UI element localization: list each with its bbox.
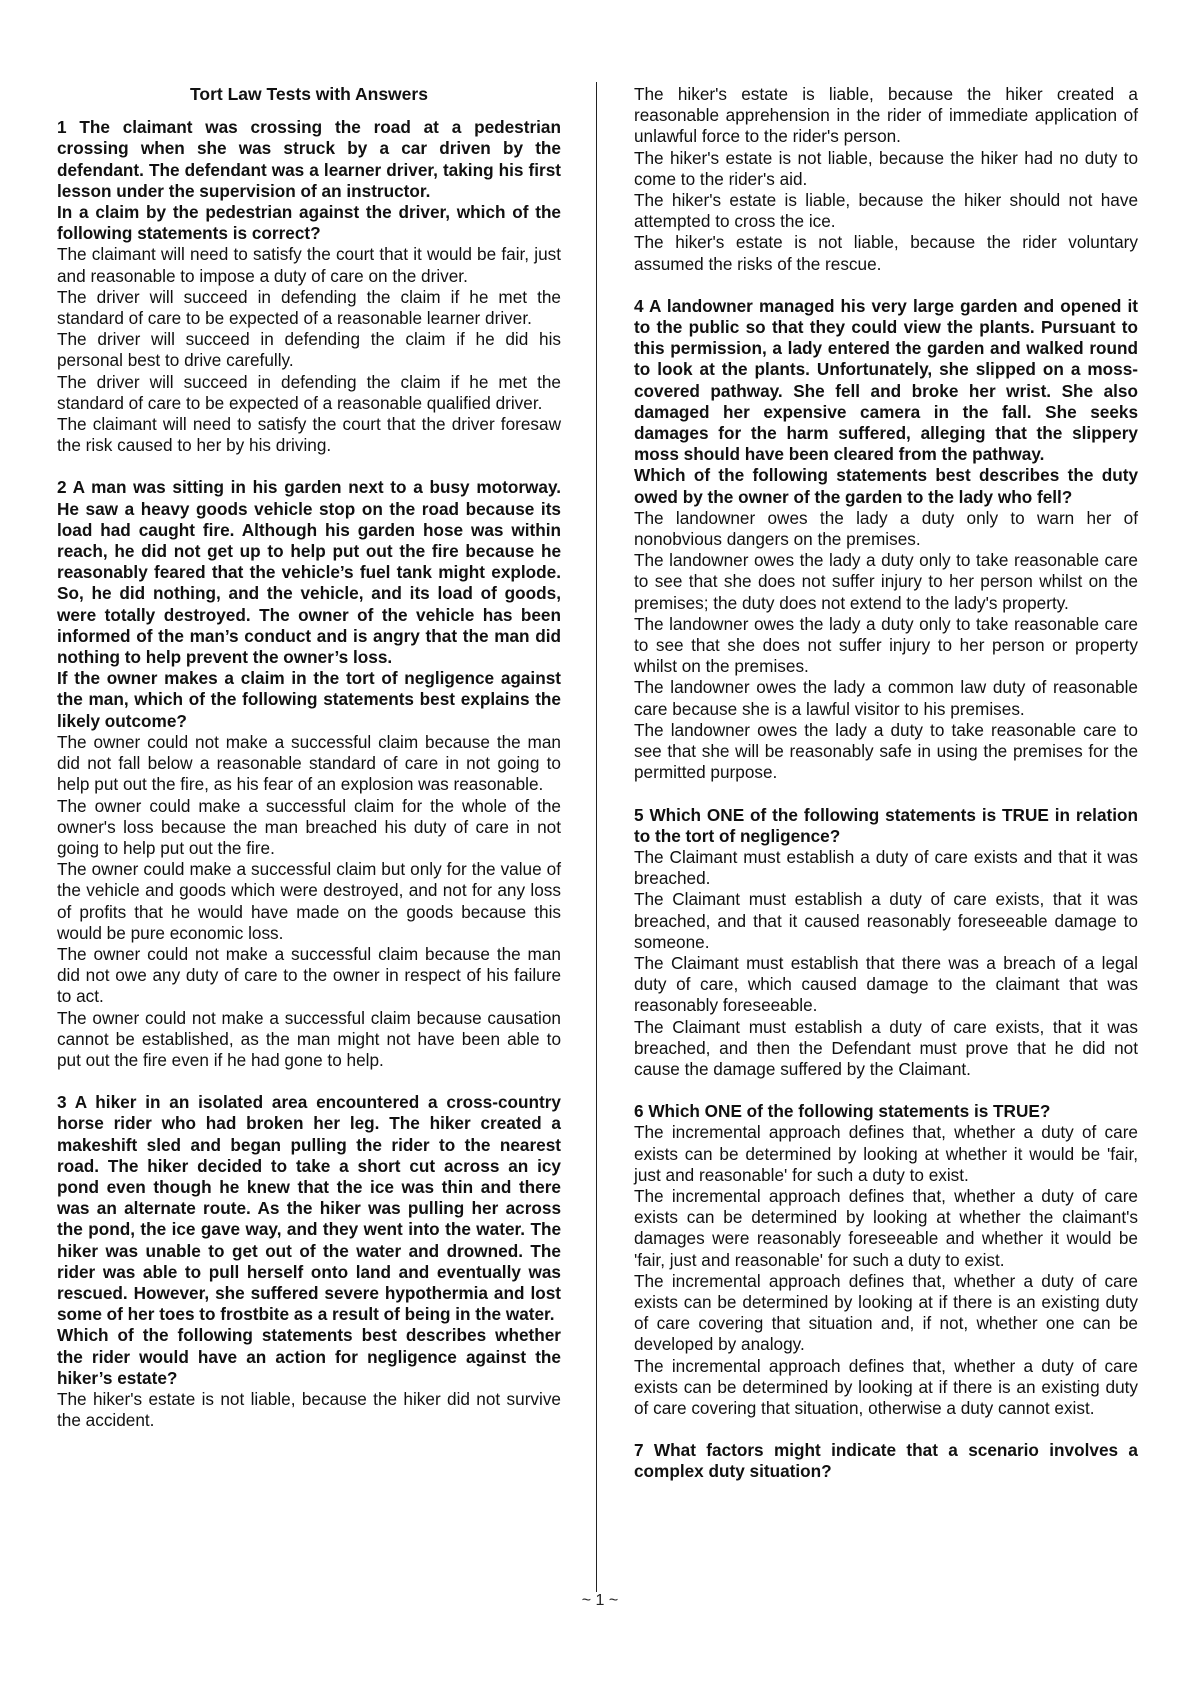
question-3 <box>57 1092 561 1431</box>
answer-option: The landowner owes the lady a duty only to take reasonable care to see that she does not suffer injury to her person or property whilst on the premises. <box>634 613 1138 677</box>
answer-option: The Claimant must establish a duty of care exists, that it was breached, and then the Defendant must prove that he did not cause the damage suffered by the Claimant. <box>634 1016 1138 1079</box>
question-3-continued <box>634 84 1138 275</box>
answer-option: The hiker's estate is liable, because the hiker created a reasonable apprehension in the rider of immediate application of unlawful force to the rider's person. <box>634 84 1138 147</box>
page-number: ~ 1 ~ <box>581 1592 619 1609</box>
answer-option: The incremental approach defines that, whether a duty of care exists can be determined by looking at if there is an existing duty of care covering that situation and, if not, whether one can be developed by analogy. <box>634 1270 1138 1355</box>
answer-option: The hiker's estate is liable, because the hiker should not have attempted to cross the ice. <box>634 190 1138 232</box>
question-stem: 7 What factors might indicate that a scenario involves a complex duty situation? <box>634 1440 1138 1482</box>
answer-option: The landowner owes the lady a duty only to take reasonable care to see that she does not suffer injury to her person whilst on the premises; the duty does not extend to the lady's property. <box>634 550 1138 613</box>
answer-option: The driver will succeed in defending the claim if he met the standard of care to be expected of a reasonable qualified driver. <box>57 371 561 413</box>
answer-option: The hiker's estate is not liable, because the rider voluntary assumed the risks of the rescue. <box>634 232 1138 274</box>
answer-option: The hiker's estate is not liable, because the hiker did not survive the accident. <box>57 1388 561 1431</box>
question-5 <box>634 805 1138 1081</box>
answer-option: The landowner owes the lady a duty to take reasonable care to see that she will be reasonably safe in using the premises for the permitted purpose. <box>634 719 1138 783</box>
question-stem: 3 A hiker in an isolated area encountered a cross-country horse rider who had broken her leg. The hiker created a makeshift sled and began pulling the rider to the nearest road. The hiker decided to take a short cut across an icy pond even though he knew that the ice was thin and there was an alternate route. As the hiker was pulling her across the pond, the ice gave way, and they went into the water. The hiker was unable to get out of the water and drowned. The rider was able to pull herself onto land and eventually was rescued. However, she suffered severe hypothermia and lost some of her toes to frostbite as a result of being in the water. <box>57 1092 561 1325</box>
answer-option: The owner could make a successful claim for the whole of the owner's loss because the man breached his duty of care in not going to help put out the fire. <box>57 795 561 858</box>
question-stem: 6 Which ONE of the following statements is TRUE? <box>634 1101 1051 1122</box>
left-column <box>57 84 561 1452</box>
column-divider <box>596 82 597 1592</box>
answer-option: The landowner owes the lady a duty only to warn her of nonobvious dangers on the premises. <box>634 507 1138 550</box>
question-4 <box>634 296 1138 784</box>
question-prompt: In a claim by the pedestrian against the driver, which of the following statements is correct? <box>57 202 561 244</box>
answer-option: The owner could not make a successful claim because causation cannot be established, as the man might not have been able to put out the fire even if he had gone to help. <box>57 1007 561 1070</box>
answer-option: The owner could make a successful claim but only for the value of the vehicle and goods which were destroyed, and not for any loss of profits that he would have made on the goods because this would be pure economic loss. <box>57 859 561 943</box>
answer-option: The incremental approach defines that, whether a duty of care exists can be determined by looking at whether the claimant's damages were reasonably foreseeable and whether it would be 'fair, just and reasonable' for such a duty to exist. <box>634 1185 1138 1270</box>
answer-option: The Claimant must establish a duty of care exists and that it was breached. <box>634 846 1138 889</box>
question-1 <box>57 117 561 456</box>
answer-option: The driver will succeed in defending the claim if he did his personal best to drive carefully. <box>57 329 561 371</box>
question-2 <box>57 477 561 1071</box>
question-stem: 5 Which ONE of the following statements is TRUE in relation to the tort of negligence? <box>634 804 1138 846</box>
question-prompt: If the owner makes a claim in the tort of negligence against the man, which of the following statements best explains the likely outcome? <box>57 668 561 731</box>
question-7 <box>634 1440 1138 1482</box>
answer-option: The driver will succeed in defending the claim if he met the standard of care to be expected of a reasonable learner driver. <box>57 286 561 329</box>
answer-option: The incremental approach defines that, whether a duty of care exists can be determined by looking at if there is an existing duty of care covering that situation, otherwise a duty cannot exist. <box>634 1355 1138 1418</box>
answer-option: The landowner owes the lady a common law duty of reasonable care because she is a lawful visitor to his premises. <box>634 677 1138 719</box>
question-stem: 1 The claimant was crossing the road at a pedestrian crossing when she was struck by a car driven by the defendant. The defendant was a learner driver, taking his first lesson under the supervision of an instructor. <box>57 117 561 201</box>
answer-option: The Claimant must establish a duty of care exists, that it was breached, and that it caused reasonably foreseeable damage to someone. <box>634 889 1138 952</box>
right-column <box>634 84 1138 1504</box>
question-6 <box>634 1101 1138 1419</box>
answer-option: The claimant will need to satisfy the court that it would be fair, just and reasonable to impose a duty of care on the driver. <box>57 244 561 286</box>
answer-option: The incremental approach defines that, whether a duty of care exists can be determined by looking at whether it would be 'fair, just and reasonable' for such a duty to exist. <box>634 1122 1138 1185</box>
question-prompt: Which of the following statements best describes the duty owed by the owner of the garden to the lady who fell? <box>634 465 1138 507</box>
question-prompt: Which of the following statements best describes whether the rider would have an action for negligence against the hiker’s estate? <box>57 1325 561 1388</box>
answer-option: The owner could not make a successful claim because the man did not fall below a reasonable standard of care in not going to help put out the fire, as his fear of an explosion was reasonable. <box>57 731 561 795</box>
answer-option: The hiker's estate is not liable, because the hiker had no duty to come to the rider's aid. <box>634 147 1138 189</box>
question-stem: 4 A landowner managed his very large garden and opened it to the public so that they could view the plants. Pursuant to this permission, a lady entered the garden and walked round to look at the plants. Unfortunately, she slipped on a moss-covered pathway. She fell and broke her wrist. She also damaged her expensive camera in the fall. She seeks damages for the harm suffered, alleging that the slippery moss should have been cleared from the pathway. <box>634 295 1138 465</box>
answer-option: The claimant will need to satisfy the court that the driver foresaw the risk caused to her by his driving. <box>57 414 561 456</box>
document-title: Tort Law Tests with Answers <box>190 84 428 104</box>
question-stem: 2 A man was sitting in his garden next to a busy motorway. He saw a heavy goods vehicle stop on the road because its load had caught fire. Although his garden hose was within reach, he did not get up to help put out the fire because he reasonably feared that the vehicle’s fuel tank might explode. So, he did nothing, and the vehicle, and its load of goods, were totally destroyed. The owner of the vehicle has been informed of the man’s conduct and is angry that the man did nothing to help prevent the owner’s loss. <box>57 477 561 668</box>
answer-option: The Claimant must establish that there was a breach of a legal duty of care, which caused damage to the claimant that was reasonably foreseeable. <box>634 952 1138 1016</box>
answer-option: The owner could not make a successful claim because the man did not owe any duty of care to the owner in respect of his failure to act. <box>57 943 561 1007</box>
